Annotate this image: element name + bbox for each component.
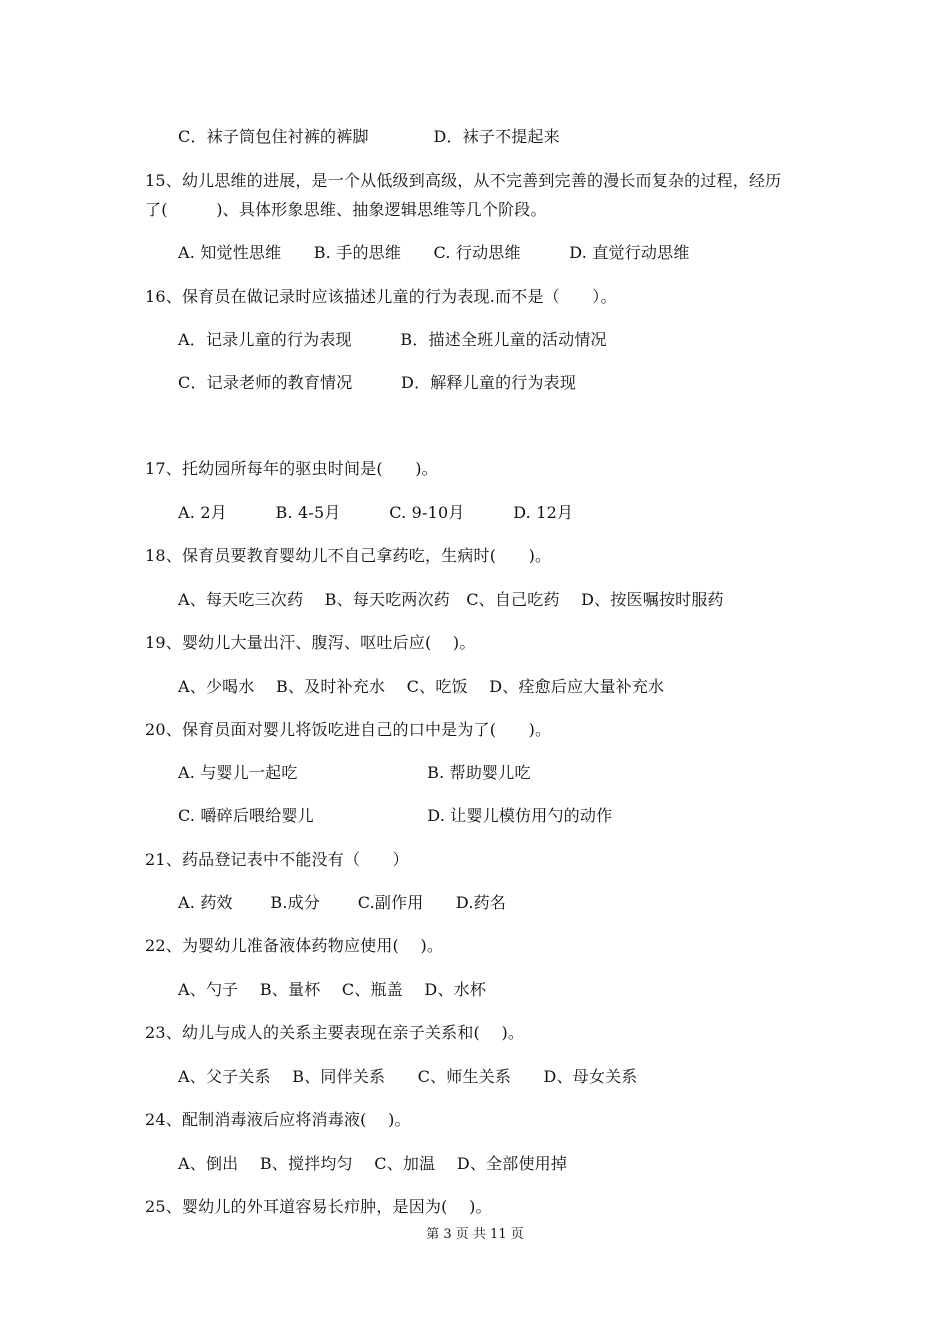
option-line-14: C．袜子筒包住衬裤的裤脚 D．袜子不提起来 [178, 127, 560, 146]
options-20-ab: A. 与婴儿一起吃 B. 帮助婴儿吃 [178, 763, 531, 782]
options-18: A、每天吃三次药 B、每天吃两次药 C、自己吃药 D、按医嘱按时服药 [178, 590, 724, 609]
options-20-cd: C. 嚼碎后喂给婴儿 D. 让婴儿模仿用勺的动作 [178, 806, 613, 825]
question-19: 19、婴幼儿大量出汗、腹泻、呕吐后应( )。 [145, 633, 476, 652]
question-16: 16、保育员在做记录时应该描述儿童的行为表现.而不是（ ）。 [145, 287, 617, 306]
question-15: 15、幼儿思维的进展，是一个从低级到高级，从不完善到完善的漫长而复杂的过程，经历 [145, 171, 782, 190]
question-21: 21、药品登记表中不能没有（ ） [145, 850, 409, 869]
question-24: 24、配制消毒液后应将消毒液( )。 [145, 1110, 411, 1129]
question-23: 23、幼儿与成人的关系主要表现在亲子关系和( )。 [145, 1023, 525, 1042]
options-24: A、倒出 B、搅拌均匀 C、加温 D、全部使用掉 [178, 1154, 568, 1173]
question-18: 18、保育员要教育婴幼儿不自己拿药吃，生病时( )。 [145, 546, 552, 565]
options-22: A、勺子 B、量杯 C、瓶盖 D、水杯 [178, 980, 487, 999]
options-15: A. 知觉性思维 B. 手的思维 C. 行动思维 D. 直觉行动思维 [178, 243, 690, 262]
options-16-cd: C．记录老师的教育情况 D．解释儿童的行为表现 [178, 373, 577, 392]
question-25: 25、婴幼儿的外耳道容易长疖肿，是因为( )。 [145, 1197, 492, 1216]
question-22: 22、为婴幼儿准备液体药物应使用( )。 [145, 936, 444, 955]
options-16-ab: A．记录儿童的行为表现 B．描述全班儿童的活动情况 [178, 330, 607, 349]
options-21: A. 药效 B.成分 C.副作用 D.药名 [178, 893, 507, 912]
options-17: A. 2月 B. 4-5月 C. 9-10月 D. 12月 [178, 503, 574, 522]
question-20: 20、保育员面对婴儿将饭吃进自己的口中是为了( )。 [145, 720, 552, 739]
page-footer: 第 3 页 共 11 页 [426, 1227, 524, 1242]
options-23: A、父子关系 B、同伴关系 C、师生关系 D、母女关系 [178, 1067, 638, 1086]
options-19: A、少喝水 B、及时补充水 C、吃饭 D、痊愈后应大量补充水 [178, 677, 665, 696]
question-17: 17、托幼园所每年的驱虫时间是( )。 [145, 459, 438, 478]
question-15-continued: 了( )、具体形象思维、抽象逻辑思维等几个阶段。 [145, 200, 547, 219]
